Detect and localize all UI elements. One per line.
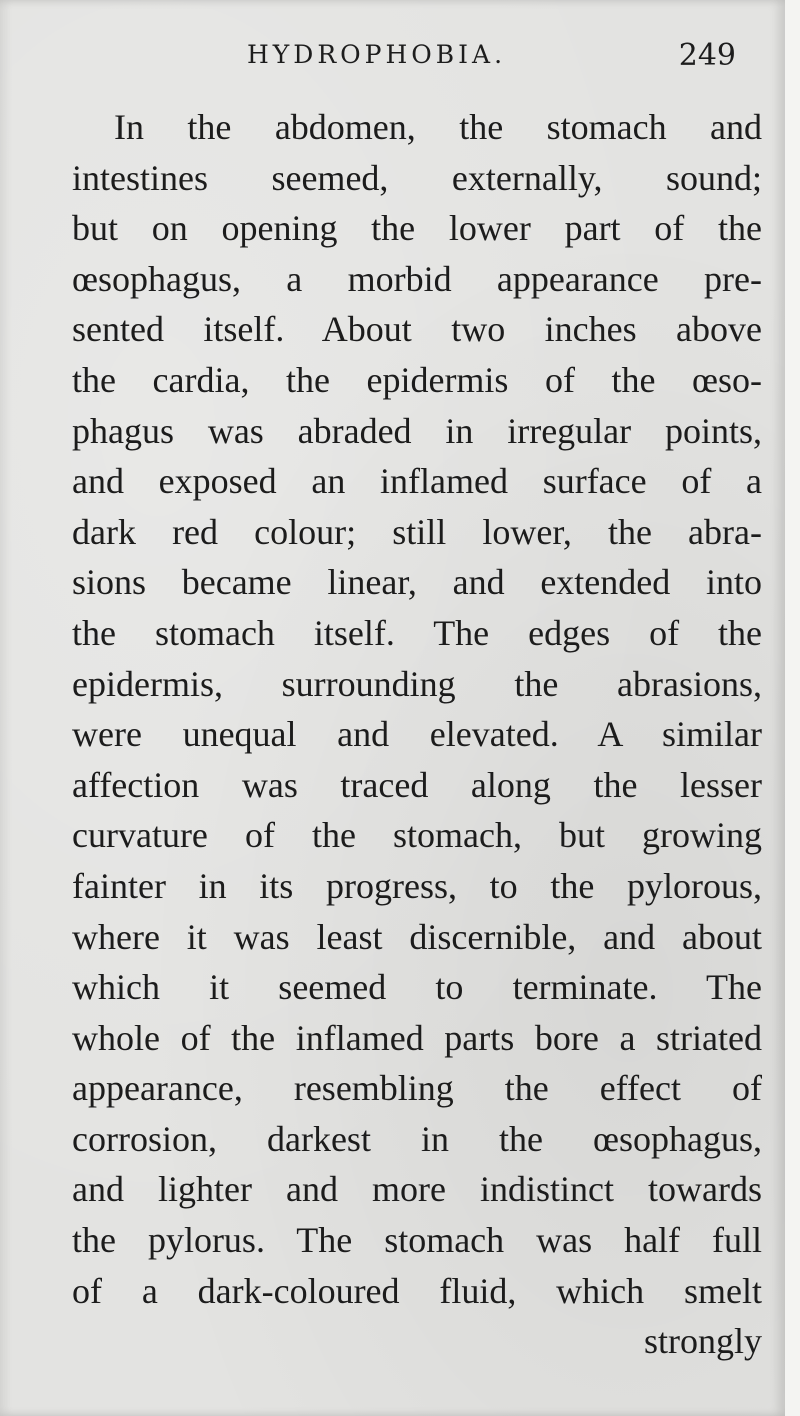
running-title: HYDROPHOBIA. xyxy=(247,40,507,69)
text-line: of a dark-coloured fluid, which smelt xyxy=(72,1270,762,1311)
text-line: appearance, resembling the effect of xyxy=(72,1068,762,1109)
text-line: phagus was abraded in irregular points, xyxy=(72,410,762,451)
text-line: the stomach itself. The edges of the xyxy=(72,612,762,653)
text-line: sions became linear, and extended into xyxy=(72,562,762,603)
text-line: intestines seemed, externally, sound; xyxy=(72,157,762,198)
text-line: fainter in its progress, to the pylorous, xyxy=(72,865,762,906)
text-line: and exposed an inflamed surface of a xyxy=(72,461,762,502)
page-number: 249 xyxy=(678,38,736,73)
text-line: curvature of the stomach, but growing xyxy=(72,815,762,856)
body-text xyxy=(72,102,762,1367)
catchword: strongly xyxy=(643,1321,762,1362)
text-line: but on opening the lower part of the xyxy=(72,208,762,249)
text-line: œsophagus, a morbid appearance pre- xyxy=(72,258,762,299)
text-line: dark red colour; still lower, the abra- xyxy=(72,511,762,552)
text-line: the pylorus. The stomach was half full xyxy=(72,1220,762,1261)
text-line: In the abdomen, the stomach and xyxy=(114,107,762,147)
text-line: were unequal and elevated. A similar xyxy=(72,714,762,755)
page-edge xyxy=(785,0,800,1416)
text-line: epidermis, surrounding the abrasions, xyxy=(72,663,762,704)
text-line: and lighter and more indistinct towards xyxy=(72,1169,762,1210)
text-line: whole of the inflamed parts bore a striated xyxy=(72,1017,762,1058)
page-header xyxy=(75,36,740,80)
text-line: sented itself. About two inches above xyxy=(72,309,762,350)
text-line: corrosion, darkest in the œsophagus, xyxy=(72,1118,762,1159)
text-line: which it seemed to terminate. The xyxy=(72,967,762,1008)
text-line: affection was traced along the lesser xyxy=(72,764,762,805)
text-line: the cardia, the epidermis of the œso- xyxy=(72,359,762,400)
text-line: where it was least discernible, and about xyxy=(72,916,762,957)
